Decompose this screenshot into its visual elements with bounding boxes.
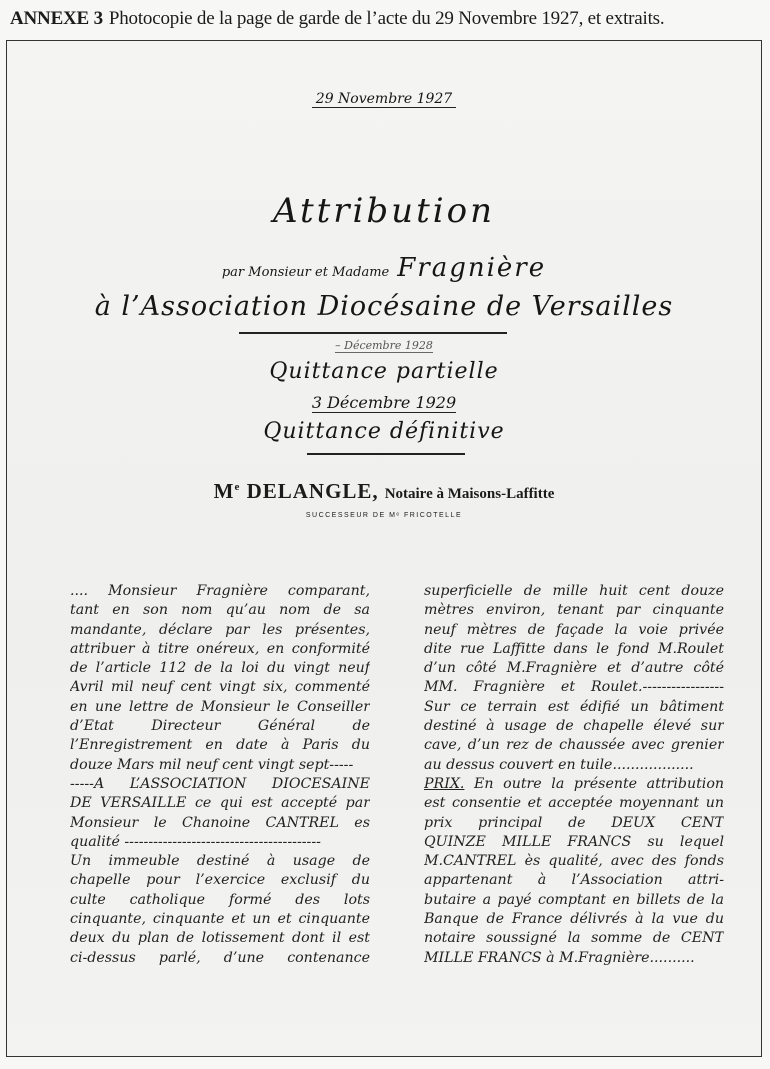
extract-left-column xyxy=(70,582,370,968)
grantor-name: Fragnière xyxy=(397,253,547,283)
extract-line: l’Enregistrement en date à Paris du xyxy=(70,737,370,754)
extract-line: MM. Fragnière et Roulet.----------------- xyxy=(424,679,724,696)
extract-line: en une lettre de Monsieur le Conseiller xyxy=(70,698,370,715)
notary-title: M xyxy=(213,479,235,503)
extract-line: au dessus couvert en tuile.................. xyxy=(424,756,694,773)
divider-rule-2 xyxy=(307,453,465,455)
annex-caption xyxy=(10,8,760,30)
extract-line: neuf mètres de façade la voie privée xyxy=(424,621,724,638)
divider-rule xyxy=(239,332,507,334)
notary-name: DELANGLE, xyxy=(246,479,379,503)
extract-line: .... Monsieur Fragnière comparant, xyxy=(70,583,370,599)
extract-line: Banque de France délivrés à la vue du xyxy=(424,911,724,928)
partial-receipt-date-text: – Décembre 1928 xyxy=(335,339,433,352)
beneficiary: à l’Association Diocésaine de Versailles xyxy=(94,291,674,322)
deed-date xyxy=(7,91,761,107)
extract-line: mètres environ, tenant par cinquante xyxy=(424,602,724,619)
extract-line: cinquante, cinquante et un et cinquante xyxy=(70,911,370,928)
grantor-prefix: par Monsieur et Madame xyxy=(221,265,390,280)
partial-receipt: Quittance partielle xyxy=(269,359,499,384)
extract-line: notaire soussigné la somme de CENT xyxy=(424,930,724,947)
notary-role: Notaire à Maisons-Laffitte xyxy=(384,486,555,502)
extract-line: PRIX. En outre la présente attribution xyxy=(424,775,724,792)
extract-line: chapelle pour l’exercice exclusif du xyxy=(70,872,370,889)
notary-heading xyxy=(7,479,761,504)
extract-line: DE VERSAILLE ce qui est accepté par xyxy=(70,795,370,812)
extract-line: d’Etat Directeur Général de xyxy=(70,718,370,735)
grantor-line xyxy=(7,253,761,283)
extract-line: Monsieur le Chanoine CANTREL es xyxy=(70,814,370,831)
extract-line: MILLE FRANCS à M.Fragnière.......... xyxy=(424,949,695,966)
extract-line: tant en son nom qu’au nom de sa xyxy=(70,602,370,619)
extract-line: dite rue Laffitte dans le fond M.Roulet xyxy=(424,640,724,657)
price-heading: PRIX. xyxy=(424,775,465,792)
extract-line: superficielle de mille huit cent douze xyxy=(424,583,724,599)
extract-line: M.CANTREL ès qualité, avec des fonds xyxy=(424,853,724,870)
extract-line: prix principal de DEUX CENT xyxy=(424,814,724,831)
extract-line: appartenant à l’Association attri- xyxy=(424,872,724,889)
extract-line: -----A L’ASSOCIATION DIOCESAINE xyxy=(70,775,370,792)
annex-label: ANNEXE 3 xyxy=(10,8,103,29)
extract-line: Sur ce terrain est édifié un bâtiment xyxy=(424,698,724,715)
extract-line: mandante, déclare par les présentes, xyxy=(70,621,370,638)
notary-title-sup: e xyxy=(234,481,241,493)
extract-line: cave, d’un rez de chaussée avec grenier xyxy=(424,737,724,754)
deed-title: Attribution xyxy=(273,191,495,231)
extract-line: Un immeuble destiné à usage de xyxy=(70,853,370,870)
extract-line: qualité ----------------------------------------- xyxy=(70,833,321,850)
extract-line: butaire a payé comptant en billets de la xyxy=(424,891,724,908)
final-receipt: Quittance définitive xyxy=(263,419,505,444)
notary-name-block xyxy=(214,479,379,503)
extract-line: QUINZE MILLE FRANCS su lequel xyxy=(424,833,724,850)
extract-line: douze Mars mil neuf cent vingt sept----- xyxy=(70,756,354,773)
annex-caption-text: Photocopie de la page de garde de l’acte du 29 Novembre 1927, et extraits. xyxy=(108,8,665,29)
extract-line: Avril mil neuf cent vingt six, commenté xyxy=(70,679,370,696)
extract-line: culte catholique formé des lots xyxy=(70,891,370,908)
final-receipt-date-text: 3 Décembre 1929 xyxy=(311,393,457,412)
extract-line: est consentie et acceptée moyennant un xyxy=(424,795,724,812)
extract-line: destiné à usage de chapelle élevé sur xyxy=(424,718,724,735)
extract-line: de l’article 112 de la loi du vingt neuf xyxy=(70,660,370,677)
final-receipt-date xyxy=(7,393,761,412)
notary-successor: SUCCESSEUR DE Mᵉ FRICOTELLE xyxy=(305,512,463,519)
deed-date-text: 29 Novembre 1927 xyxy=(312,91,456,108)
document-frame xyxy=(6,40,762,1057)
partial-receipt-date xyxy=(7,339,761,352)
extract-right-column xyxy=(424,582,724,968)
extract-line: deux du plan de lotissement dont il est xyxy=(70,930,370,947)
extract-line: d’un côté M.Fragnière et d’autre côté xyxy=(424,660,724,677)
extract-line: attribuer à titre onéreux, en conformité xyxy=(70,640,370,657)
extract-line: ci-dessus parlé, d’une contenance xyxy=(70,949,370,966)
